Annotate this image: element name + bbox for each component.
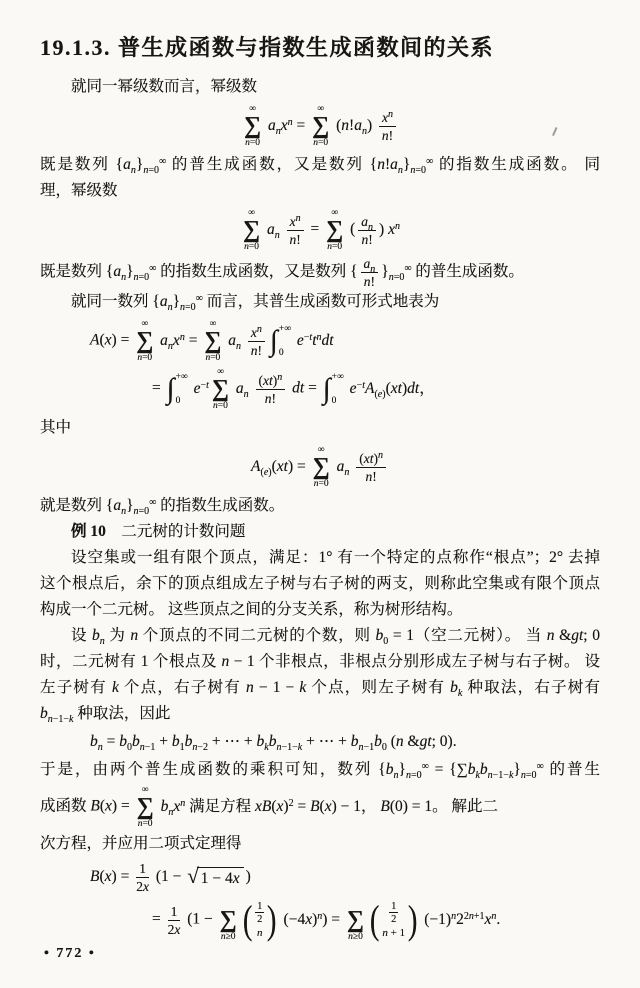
text-line (40, 675, 600, 701)
text-run: }$_{n=0}^\infty$ 的普生成函数。 (381, 263, 524, 284)
text-run: ( (346, 220, 356, 238)
page-content (40, 74, 600, 942)
text-run: 例 10 (71, 523, 106, 540)
section-heading (40, 34, 600, 62)
fraction: $\frac{1}{2x}$ (136, 861, 149, 894)
text-run: $b_nx^n$ 满足方程 $xB(x)^2 = B(x) - 1$， B(0) = 1。 解此二 (160, 797, 499, 818)
text-line (40, 493, 600, 519)
text-run: ) (245, 868, 251, 886)
text-run: 左子树有 k 个点，右子树有 n − 1 − k 个点，则左子树有 $b_k$ 种取法，右子树有 (40, 679, 600, 699)
sum-operator: ∞ ∑ n=0 (204, 319, 222, 363)
sum-operator: ∞ ∑ n=0 (244, 104, 262, 148)
fraction: $\frac{x^n}{n!}$ (379, 110, 396, 143)
text-line (40, 757, 600, 783)
text-run: $a_nx^n$ = (267, 116, 310, 137)
formula-line (40, 785, 600, 829)
integral-operator: ∫ +∞ 0 (166, 372, 188, 406)
page-number-text: • 772 • (44, 946, 96, 961)
text-line (40, 152, 600, 178)
formula-line (40, 898, 600, 942)
fraction: $\frac{x^n}{n!}$ (287, 214, 304, 247)
text-line (40, 597, 600, 623)
text-line (40, 178, 600, 204)
text-run: $e^{-t}t^ndt$ (296, 331, 334, 349)
text-run: = (152, 379, 165, 397)
text-run: 设 $b_n$ 为 n 个顶点的不同二元树的个数，则 $b_0 = 1$（空二元树）。 当 n &gt; 0 (71, 627, 600, 647)
text-run: 成函数 B(x) = (40, 797, 134, 815)
page-number (44, 946, 96, 962)
text-run: 既是数列 $\{a_n\}_{n=0}^\infty$ 的指数生成函数，又是数列 { (40, 263, 358, 284)
formula-line (40, 861, 600, 894)
text-run: $b_{n-1-k}$ 种取法，因此 (40, 705, 171, 725)
integral-operator: ∫ +∞ 0 (269, 324, 292, 358)
text-run: 于是，由两个普生成函数的乘积可知，数列 $\{b_n\}_{n=0}^\infty = \{\sum b_kb_{n-1-k}\}_{n=0}^\infty$ 的普生 (40, 761, 600, 781)
text-run: 设空集或一组有限个顶点，满足：1° 有一个特定的点称作“根点”；2° 去掉 (71, 549, 600, 566)
text-run: 就同一数列 $\{a_n\}_{n=0}^\infty$ 而言，其普生成函数可形式地表为 (71, 293, 440, 313)
sum-operator: ∞ ∑ n=0 (312, 445, 330, 489)
fraction: $\frac{1}{2x}$ (167, 903, 181, 937)
text-run: ) $x^n$ (379, 220, 400, 238)
fraction: $\frac{a_n}{n!}$ (361, 256, 379, 289)
text-run: $(-4x)^n$) = (279, 910, 344, 928)
text-run: 就是数列 $\{a_n\}_{n=0}^\infty$ 的指数生成函数。 (40, 497, 285, 517)
sum-operator: ∞ ∑ n=0 (136, 785, 154, 829)
square-root: √ 1 − 4x (187, 867, 243, 888)
text-run: 就同一幂级数而言，幂级数 (71, 78, 258, 95)
fraction: $\frac{x^n}{n!}$ (248, 325, 265, 358)
text-line (40, 74, 600, 100)
text-line (40, 545, 600, 571)
text-run: 构成一个二元树。 这些顶点之间的分支关系，称为树形结构。 (40, 601, 463, 618)
text-run: $a_n$ (336, 457, 350, 478)
text-line (40, 623, 600, 649)
text-run: B(x) = (90, 868, 134, 886)
text-line (40, 256, 600, 289)
text-run: = (306, 220, 324, 238)
text-run: 时，二元树有 1 个根点及 n − 1 个非根点，非根点分别形成左子树与右子树。 设 (40, 653, 600, 670)
formula-line (40, 445, 600, 489)
text-run: $a_n$ (235, 379, 249, 400)
text-run: 二元树的计数问题 (105, 523, 246, 540)
text-run: (1 − (183, 910, 217, 928)
text-run: = (152, 910, 165, 928)
fraction: $\frac{a_n}{n!}$ (358, 214, 376, 247)
text-run: $A_{(e)}(xt)$ = (251, 457, 310, 478)
text-line (40, 571, 600, 597)
formula-line (40, 729, 600, 755)
fraction: $\frac{(xt)^n}{n!}$ (256, 373, 286, 406)
formula-line (40, 319, 600, 363)
text-run: dt = (292, 379, 321, 397)
text-run: $(-1)^n2^{2n+1}x^n$. (420, 910, 501, 928)
text-run: 理，幂级数 (40, 182, 118, 199)
sum-operator: ∑ n≥0 (346, 907, 365, 942)
sum-operator: ∞ ∑ n=0 (243, 208, 261, 252)
text-run: $e^{-t}$ (193, 379, 209, 397)
formula-line (40, 104, 600, 148)
text-run: $a_n$ (228, 331, 242, 352)
text-run: $e^{-t}A_{(e)}(xt)dt$， (349, 379, 435, 400)
text-run: A(x) = (90, 331, 134, 349)
section-number: 19.1.3. (40, 35, 111, 60)
text-line (40, 701, 600, 727)
text-line (40, 289, 600, 315)
text-line (40, 831, 600, 857)
sum-operator: ∞ ∑ n=0 (312, 104, 330, 148)
section-title: 普生成函数与指数生成函数间的关系 (118, 35, 495, 60)
text-run: $a_nx^n$ = (160, 331, 202, 352)
text-run: $b_n = b_0b_{n-1} + b_1b_{n-2}$ + ⋯ + $b_kb_{n-1-k}$ + ⋯ + $b_{n-1}b_0$ (n &gt; 0). (90, 733, 457, 753)
binomial-coefficient: ( 1 2 n + 1 ) (369, 897, 418, 942)
text-run: 这个根点后，余下的顶点组成左子树与右子树的两支，则称此空集或有限个顶点 (40, 575, 600, 592)
sum-operator: ∞ ∑ n=0 (136, 319, 154, 363)
sum-operator: ∞ ∑ n=0 (211, 367, 230, 411)
text-line (40, 519, 600, 545)
sum-operator: ∞ ∑ n=0 (326, 208, 344, 252)
formula-line (40, 208, 600, 252)
text-run: 其中 (40, 419, 72, 436)
formula-line (40, 367, 600, 411)
text-run: $(n!a_n)$ (332, 116, 376, 137)
integral-operator: ∫ +∞ 0 (322, 372, 344, 406)
text-run: $a_n$ (267, 220, 280, 241)
text-run: (1 − (151, 868, 186, 886)
sum-operator: ∑ n≥0 (219, 907, 237, 942)
binomial-coefficient: ( 1 2 n ) (242, 897, 277, 942)
text-run: 既是数列 $\{a_n\}_{n=0}^\infty$ 的普生成函数，又是数列 $\{n!a_n\}_{n=0}^\infty$ 的指数生成函数。 同 (40, 156, 600, 176)
text-line (40, 415, 600, 441)
text-line (40, 649, 600, 675)
text-run: 次方程，并应用二项式定理得 (40, 835, 242, 852)
fraction: $\frac{(xt)^n}{n!}$ (356, 451, 386, 484)
